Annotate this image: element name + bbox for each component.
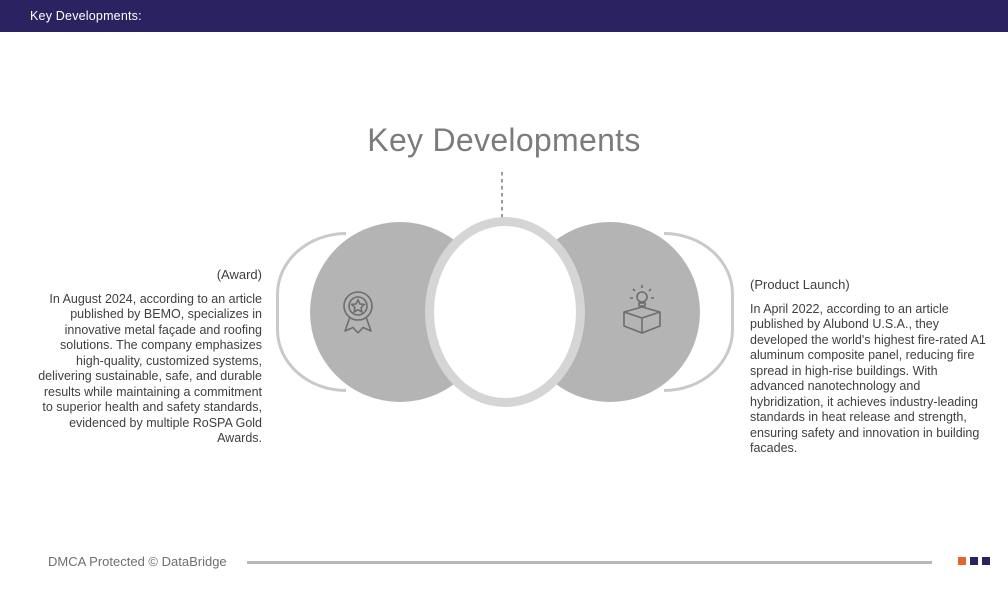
central-diagram <box>270 222 740 402</box>
slide-canvas <box>0 32 1008 600</box>
footer-dot-1 <box>958 557 966 565</box>
right-block-label: (Product Launch) <box>750 277 850 292</box>
award-ribbon-icon <box>326 280 390 344</box>
center-ring <box>425 217 585 407</box>
right-block-body: In April 2022, according to an article published by Alubond U.S.A., they developed the world's highest fire-rated A1 aluminum composite panel, reducing fire spread in high-rise buildings. With advanced nanotechnology and hybridization, it achieves industry-leading standards in heat release and strength, ensuring safety and innovation in building facades. <box>750 301 986 455</box>
footer-copyright: DMCA Protected © DataBridge <box>48 554 227 569</box>
footer-dot-3 <box>982 557 990 565</box>
left-block-label: (Award) <box>216 267 262 282</box>
left-block-body: In August 2024, according to an article published by BEMO, specializes in innovative metal façade and roofing solutions. The company emphasizes high-quality, customized systems, delivering sustainable, safe, and durable results while maintaining a commitment to superior health and safety standards, evidenced by multiple RoSPA Gold Awards. <box>38 291 262 445</box>
open-box-idea-icon <box>610 280 674 344</box>
footer-dots <box>958 557 990 565</box>
right-text-block <box>750 277 990 457</box>
window-title: Key Developments: <box>30 9 142 23</box>
left-text-block <box>30 267 262 447</box>
slide-footer <box>0 540 1008 600</box>
page-title: Key Developments <box>367 122 641 158</box>
window-title-bar <box>0 0 1008 32</box>
footer-dot-2 <box>970 557 978 565</box>
footer-divider <box>247 561 932 564</box>
